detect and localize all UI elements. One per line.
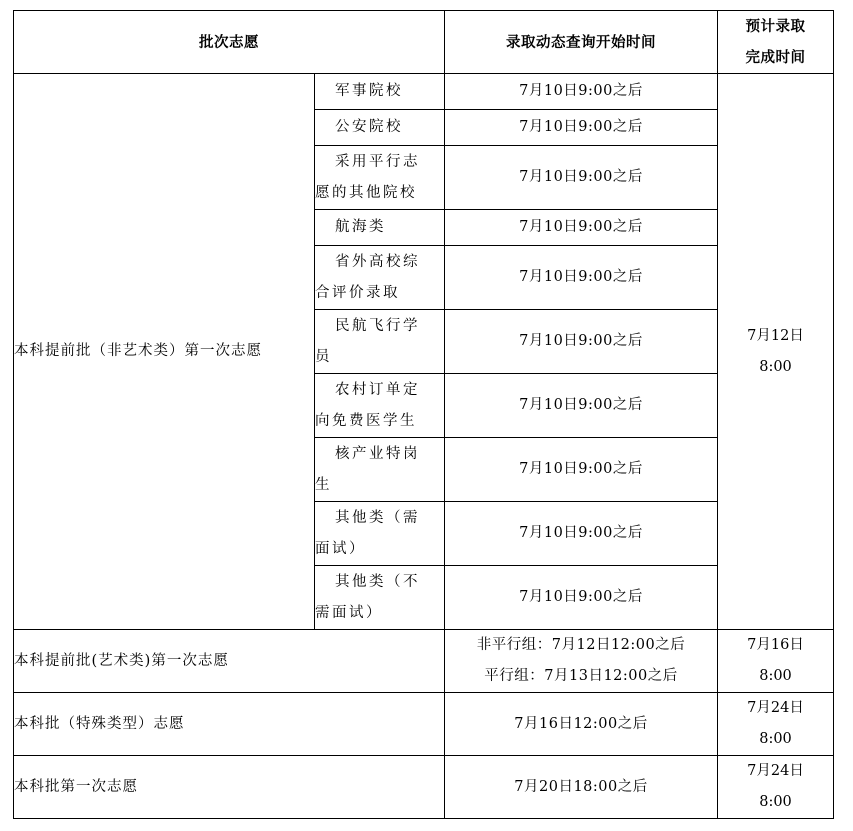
sub-category-line1: 航海类	[335, 219, 386, 235]
start-time-cell: 7月10日9:00之后	[445, 74, 718, 110]
sub-category	[315, 210, 445, 246]
header-batch: 批次志愿	[14, 11, 445, 74]
expected-done-cell	[718, 756, 834, 819]
sub-category-line1: 公安院校	[335, 119, 403, 135]
expected-done-line1: 7月24日	[747, 700, 804, 716]
expected-done-line2: 8:00	[759, 731, 792, 747]
start-time-cell: 7月20日18:00之后	[445, 756, 718, 819]
start-time-line2: 平行组：7月13日12:00之后	[484, 668, 678, 684]
expected-done-line1: 7月12日	[747, 327, 804, 344]
start-time-cell: 7月10日9:00之后	[445, 438, 718, 502]
expected-done-cell	[718, 74, 834, 630]
batch-name: 本科批第一次志愿	[14, 756, 445, 819]
sub-category-line1: 其他类（需	[335, 509, 420, 526]
sub-category	[315, 566, 445, 630]
table-row	[14, 74, 834, 110]
sub-category	[315, 502, 445, 566]
sub-category	[315, 438, 445, 502]
sub-category-line2: 员	[315, 348, 332, 365]
start-time-cell: 7月10日9:00之后	[445, 110, 718, 146]
batch-name: 本科批（特殊类型）志愿	[14, 693, 445, 756]
sub-category-line2: 愿的其他院校	[315, 184, 417, 201]
start-time-cell	[445, 630, 718, 693]
sub-category-line2: 向免费医学生	[315, 412, 417, 429]
sub-category	[315, 110, 445, 146]
expected-done-cell	[718, 630, 834, 693]
start-time-cell: 7月10日9:00之后	[445, 246, 718, 310]
start-time-line1: 非平行组：7月12日12:00之后	[476, 637, 686, 653]
expected-done-line1: 7月24日	[747, 763, 804, 779]
sub-category-line1: 核产业特岗	[335, 445, 420, 462]
sub-category-line1: 民航飞行学	[335, 317, 420, 334]
sub-category-line2: 需面试）	[315, 604, 383, 621]
header-expected-done-line2: 完成时间	[745, 49, 806, 66]
start-time-cell: 7月10日9:00之后	[445, 146, 718, 210]
start-time-cell: 7月10日9:00之后	[445, 210, 718, 246]
sub-category-line1: 其他类（不	[335, 573, 420, 590]
expected-done-line2: 8:00	[759, 794, 792, 810]
expected-done-cell	[718, 693, 834, 756]
expected-done-line2: 8:00	[759, 668, 792, 684]
table-row	[14, 693, 834, 756]
sub-category	[315, 310, 445, 374]
early-batch-name: 本科提前批（非艺术类）第一次志愿	[14, 74, 315, 630]
sub-category-line1: 农村订单定	[335, 381, 420, 398]
start-time-cell: 7月10日9:00之后	[445, 310, 718, 374]
admission-schedule-table	[13, 10, 834, 819]
sub-category-line1: 采用平行志	[335, 153, 420, 170]
sub-category-line1: 军事院校	[335, 83, 403, 99]
header-row	[14, 11, 834, 74]
start-time-cell: 7月10日9:00之后	[445, 502, 718, 566]
table-row	[14, 756, 834, 819]
expected-done-line1: 7月16日	[747, 637, 804, 653]
header-expected-done-line1: 预计录取	[745, 18, 806, 35]
sub-category	[315, 374, 445, 438]
sub-category-line2: 合评价录取	[315, 284, 400, 301]
start-time-cell: 7月10日9:00之后	[445, 566, 718, 630]
start-time-cell: 7月10日9:00之后	[445, 374, 718, 438]
header-start-time: 录取动态查询开始时间	[445, 11, 718, 74]
sub-category-line1: 省外高校综	[335, 253, 420, 270]
batch-name: 本科提前批(艺术类)第一次志愿	[14, 630, 445, 693]
sub-category	[315, 146, 445, 210]
sub-category-line2: 面试）	[315, 540, 366, 557]
start-time-cell: 7月16日12:00之后	[445, 693, 718, 756]
sub-category	[315, 246, 445, 310]
table-row	[14, 630, 834, 693]
sub-category	[315, 74, 445, 110]
header-expected-done	[718, 11, 834, 74]
expected-done-line2: 8:00	[759, 358, 792, 375]
sub-category-line2: 生	[315, 476, 332, 493]
